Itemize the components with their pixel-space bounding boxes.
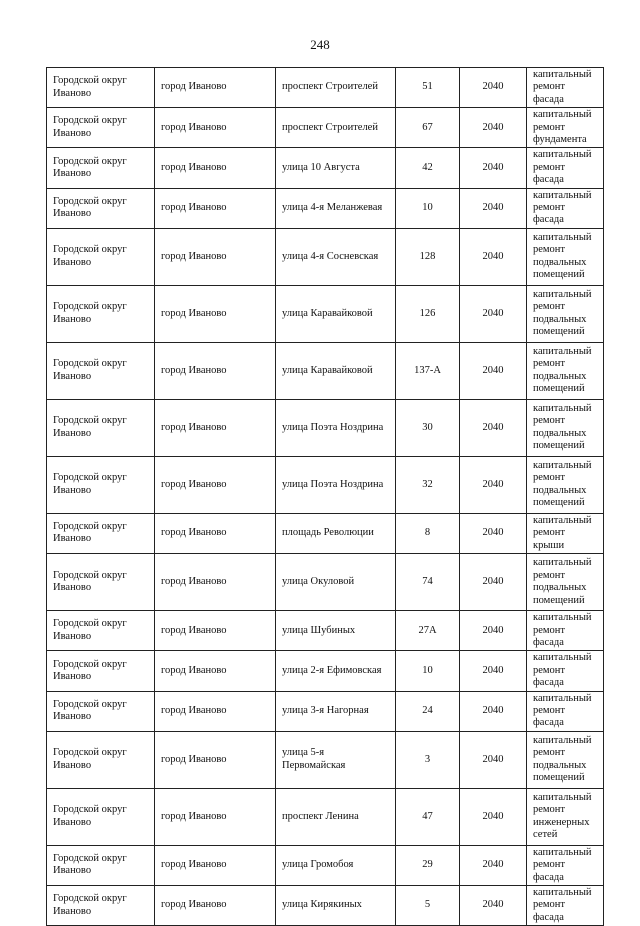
- table-row: [47, 68, 604, 108]
- repair-schedule-table: [46, 67, 604, 926]
- work-type-cell: капитальный ремонт подвальных помещений: [527, 228, 604, 285]
- street-cell: улица Каравайковой: [276, 285, 396, 342]
- table-row: [47, 108, 604, 148]
- work-type-cell: капитальный ремонт подвальных помещений: [527, 554, 604, 611]
- table-row: [47, 228, 604, 285]
- house-number-cell: 30: [396, 399, 460, 456]
- year-cell: 2040: [460, 554, 527, 611]
- work-type-cell: капитальный ремонт фасада: [527, 148, 604, 188]
- street-cell: проспект Строителей: [276, 108, 396, 148]
- work-type-cell: капитальный ремонт подвальных помещений: [527, 285, 604, 342]
- work-type-cell: капитальный ремонт подвальных помещений: [527, 731, 604, 788]
- house-number-cell: 128: [396, 228, 460, 285]
- year-cell: 2040: [460, 399, 527, 456]
- street-cell: улица Шубиных: [276, 611, 396, 651]
- work-type-cell: капитальный ремонт фундамента: [527, 108, 604, 148]
- work-type-cell: капитальный ремонт фасада: [527, 68, 604, 108]
- house-number-cell: 3: [396, 731, 460, 788]
- street-cell: улица Окуловой: [276, 554, 396, 611]
- table-row: [47, 188, 604, 228]
- city-cell: город Иваново: [155, 399, 276, 456]
- city-cell: город Иваново: [155, 228, 276, 285]
- work-type-cell: капитальный ремонт фасада: [527, 611, 604, 651]
- work-type-cell: капитальный ремонт фасада: [527, 885, 604, 925]
- street-cell: улица Каравайковой: [276, 342, 396, 399]
- city-cell: город Иваново: [155, 513, 276, 553]
- table-row: [47, 342, 604, 399]
- year-cell: 2040: [460, 691, 527, 731]
- district-cell: Городской округ Иваново: [47, 731, 155, 788]
- street-cell: улица 4-я Сосневская: [276, 228, 396, 285]
- work-type-cell: капитальный ремонт подвальных помещений: [527, 342, 604, 399]
- house-number-cell: 126: [396, 285, 460, 342]
- table-row: [47, 456, 604, 513]
- city-cell: город Иваново: [155, 554, 276, 611]
- year-cell: 2040: [460, 845, 527, 885]
- work-type-cell: капитальный ремонт инженерных сетей: [527, 788, 604, 845]
- street-cell: улица 5-я Первомайская: [276, 731, 396, 788]
- street-cell: проспект Строителей: [276, 68, 396, 108]
- district-cell: Городской округ Иваново: [47, 691, 155, 731]
- table-row: [47, 611, 604, 651]
- page-number: 248: [310, 37, 330, 52]
- house-number-cell: 47: [396, 788, 460, 845]
- year-cell: 2040: [460, 68, 527, 108]
- city-cell: город Иваново: [155, 108, 276, 148]
- house-number-cell: 24: [396, 691, 460, 731]
- city-cell: город Иваново: [155, 731, 276, 788]
- table-row: [47, 788, 604, 845]
- street-cell: улица Поэта Ноздрина: [276, 399, 396, 456]
- year-cell: 2040: [460, 188, 527, 228]
- district-cell: Городской округ Иваново: [47, 611, 155, 651]
- street-cell: улица 10 Августа: [276, 148, 396, 188]
- work-type-cell: капитальный ремонт подвальных помещений: [527, 456, 604, 513]
- table-row: [47, 513, 604, 553]
- district-cell: Городской округ Иваново: [47, 68, 155, 108]
- district-cell: Городской округ Иваново: [47, 456, 155, 513]
- district-cell: Городской округ Иваново: [47, 108, 155, 148]
- city-cell: город Иваново: [155, 285, 276, 342]
- street-cell: проспект Ленина: [276, 788, 396, 845]
- house-number-cell: 137-А: [396, 342, 460, 399]
- street-cell: улица Громобоя: [276, 845, 396, 885]
- district-cell: Городской округ Иваново: [47, 554, 155, 611]
- work-type-cell: капитальный ремонт фасада: [527, 188, 604, 228]
- district-cell: Городской округ Иваново: [47, 228, 155, 285]
- house-number-cell: 10: [396, 651, 460, 691]
- work-type-cell: капитальный ремонт крыши: [527, 513, 604, 553]
- year-cell: 2040: [460, 148, 527, 188]
- table-row: [47, 285, 604, 342]
- house-number-cell: 51: [396, 68, 460, 108]
- district-cell: Городской округ Иваново: [47, 399, 155, 456]
- district-cell: Городской округ Иваново: [47, 885, 155, 925]
- table-row: [47, 399, 604, 456]
- year-cell: 2040: [460, 108, 527, 148]
- house-number-cell: 27А: [396, 611, 460, 651]
- table-row: [47, 691, 604, 731]
- house-number-cell: 74: [396, 554, 460, 611]
- table-row: [47, 885, 604, 925]
- city-cell: город Иваново: [155, 611, 276, 651]
- street-cell: улица 2-я Ефимовская: [276, 651, 396, 691]
- year-cell: 2040: [460, 456, 527, 513]
- street-cell: улица Поэта Ноздрина: [276, 456, 396, 513]
- district-cell: Городской округ Иваново: [47, 845, 155, 885]
- table-row: [47, 845, 604, 885]
- city-cell: город Иваново: [155, 885, 276, 925]
- year-cell: 2040: [460, 731, 527, 788]
- city-cell: город Иваново: [155, 788, 276, 845]
- year-cell: 2040: [460, 285, 527, 342]
- house-number-cell: 29: [396, 845, 460, 885]
- house-number-cell: 32: [396, 456, 460, 513]
- year-cell: 2040: [460, 885, 527, 925]
- year-cell: 2040: [460, 342, 527, 399]
- city-cell: город Иваново: [155, 691, 276, 731]
- house-number-cell: 67: [396, 108, 460, 148]
- district-cell: Городской округ Иваново: [47, 148, 155, 188]
- city-cell: город Иваново: [155, 651, 276, 691]
- year-cell: 2040: [460, 228, 527, 285]
- street-cell: улица 3-я Нагорная: [276, 691, 396, 731]
- work-type-cell: капитальный ремонт фасада: [527, 691, 604, 731]
- district-cell: Городской округ Иваново: [47, 651, 155, 691]
- work-type-cell: капитальный ремонт фасада: [527, 845, 604, 885]
- street-cell: улица Кирякиных: [276, 885, 396, 925]
- city-cell: город Иваново: [155, 456, 276, 513]
- year-cell: 2040: [460, 788, 527, 845]
- table-row: [47, 651, 604, 691]
- street-cell: улица 4-я Меланжевая: [276, 188, 396, 228]
- district-cell: Городской округ Иваново: [47, 188, 155, 228]
- city-cell: город Иваново: [155, 845, 276, 885]
- table-row: [47, 148, 604, 188]
- house-number-cell: 5: [396, 885, 460, 925]
- city-cell: город Иваново: [155, 68, 276, 108]
- house-number-cell: 42: [396, 148, 460, 188]
- city-cell: город Иваново: [155, 188, 276, 228]
- city-cell: город Иваново: [155, 342, 276, 399]
- table-row: [47, 731, 604, 788]
- year-cell: 2040: [460, 513, 527, 553]
- work-type-cell: капитальный ремонт фасада: [527, 651, 604, 691]
- year-cell: 2040: [460, 651, 527, 691]
- house-number-cell: 8: [396, 513, 460, 553]
- year-cell: 2040: [460, 611, 527, 651]
- district-cell: Городской округ Иваново: [47, 285, 155, 342]
- district-cell: Городской округ Иваново: [47, 788, 155, 845]
- district-cell: Городской округ Иваново: [47, 342, 155, 399]
- street-cell: площадь Революции: [276, 513, 396, 553]
- table-row: [47, 554, 604, 611]
- district-cell: Городской округ Иваново: [47, 513, 155, 553]
- city-cell: город Иваново: [155, 148, 276, 188]
- house-number-cell: 10: [396, 188, 460, 228]
- work-type-cell: капитальный ремонт подвальных помещений: [527, 399, 604, 456]
- table-body: [47, 68, 604, 926]
